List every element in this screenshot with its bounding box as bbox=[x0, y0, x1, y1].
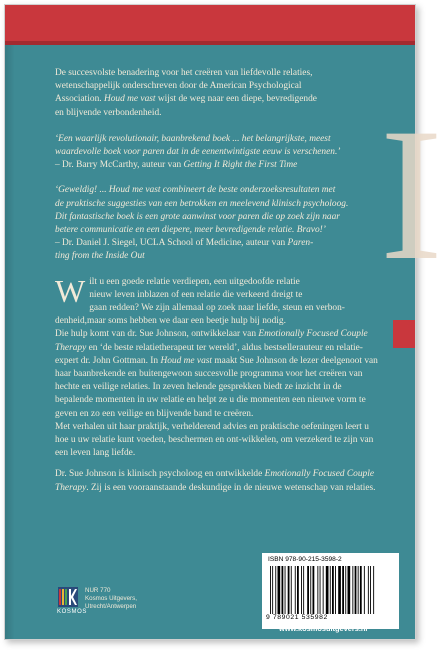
review-quote-mccarthy: ‘Een waarlijk revolutionair, baanbrekend boek ... het belangrijkste, meest waardevolle boek voor paren dat in de eenentwintigste eeuw is verschenen.’ – Dr. Barry McCarthy, auteur van Getting It Right the First Time bbox=[55, 133, 341, 171]
barcode-digits: 9 789021 535982 bbox=[266, 614, 328, 621]
quote-attribution: – Dr. Barry McCarthy, auteur van Getting It Right the First Time bbox=[55, 160, 298, 171]
isbn-number: ISBN 978-90-215-3598-2 bbox=[268, 556, 342, 563]
quote-attribution: – Dr. Daniel J. Siegel, UCLA School of Medicine, auteur van Paren- ting from the Inside Out bbox=[55, 238, 314, 262]
intro-paragraph: De succesvolste benadering voor het creëren van liefdevolle relaties, wetenschappelijk onderschreven door de American Psychological Association. Houd me vast wijst de weg naar een diepe, bevredigende en blijvende verbondenheid. bbox=[55, 68, 317, 118]
body-paragraph-practice: Met verhalen uit haar praktijk, verhelderend advies en praktische oefeningen leert u hoe u uw relatie kunt voeden, beschermen en ont-wikkelen, om verzekerd te zijn van een leven lang liefde. bbox=[55, 421, 374, 459]
red-accent-block bbox=[393, 320, 415, 348]
body-paragraph-johnson: Die hulp komt van dr. Sue Johnson, ontwikkelaar van Emotionally Focused Couple Therapy en ‘de beste relatietherapeut ter wereld’, aldus bestsellerauteur en relatie-expert dr. John Gottman. In Houd me vast maakt Sue Johnson de lezer deelgenoot van haar baanbrekende en buitengewoon succesvolle programma voor het creëren van hechte en veilige relaties. In zeven helende gesprekken biedt ze inzicht in de bepalende momenten in uw relatie en helpt ze u die momenten een nieuwe vorm te geven en zo een veilige en blijvende band te creëren. bbox=[55, 329, 378, 419]
barcode-icon bbox=[270, 566, 390, 614]
body-paragraph-intro: Wilt u een goede relatie verdiepen, een uitgedoofde relatie nieuw leven inblazen of een relatie die verkeerd dreigt te gaan redden? We zijn allemaal op zoek naar liefde, steun en verbon- denheid,maar soms hebben we daar een beetje hulp bij nodig. bbox=[55, 272, 345, 327]
isbn-barcode bbox=[262, 553, 399, 629]
author-bio: Dr. Sue Johnson is klinisch psycholoog en ontwikkelde Emotionally Focused Couple Therapy. Zij is een vooraanstaande deskundige in de nieuwe wetenschap van relaties. bbox=[55, 469, 376, 493]
drop-cap: W bbox=[55, 272, 86, 309]
decorative-letter: I bbox=[379, 90, 443, 300]
publisher-info: NUR 770 Kosmos Uitgevers, Utrecht/Antwerpen bbox=[85, 587, 137, 610]
publisher-website: www.kosmosuitgevers.nl bbox=[279, 624, 368, 633]
kosmos-k-logo-icon bbox=[58, 587, 78, 607]
top-color-band bbox=[5, 5, 415, 45]
spine-shadow bbox=[5, 45, 15, 639]
back-cover-text bbox=[55, 67, 380, 495]
review-quote-siegel: ‘Geweldig! ... Houd me vast combineert de beste onderzoeksresultaten met de praktische suggesties van een betrokken en meelevend klinisch psycholoog. Dit fantastische boek is een grote aanwinst voor paren die op zoek zijn naar betere communicatie en een diepere, meer bevredigende relatie. Bravo!’ – Dr. Daniel J. Siegel, UCLA School of Medicine, auteur van Paren- ting from the Inside Out bbox=[55, 185, 349, 262]
book-back-cover bbox=[4, 4, 443, 640]
logo-wordmark: KOSMOS bbox=[57, 609, 87, 615]
